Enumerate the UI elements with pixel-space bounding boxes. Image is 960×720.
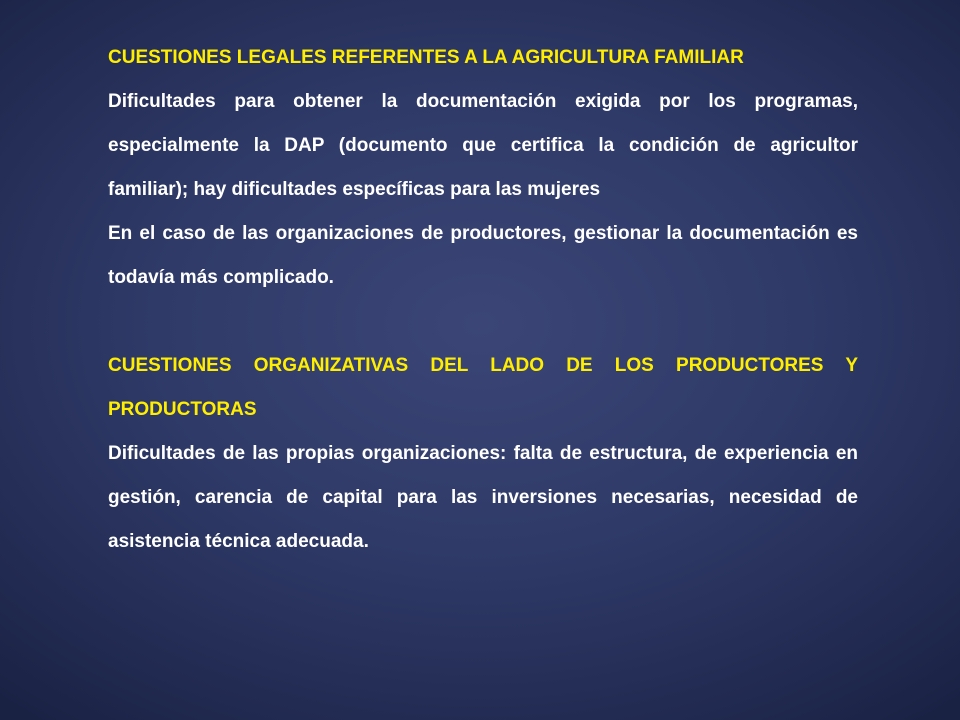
section-paragraph-organizations-documentation: En el caso de las organizaciones de productores, gestionar la documentación es todavía más complicado. [108, 223, 858, 288]
section-heading-legal: CUESTIONES LEGALES REFERENTES A LA AGRICULTURA FAMILIAR [108, 47, 744, 68]
slide-content [108, 36, 858, 564]
section-paragraph-documentation-difficulties: Dificultades para obtener la documentación exigida por los programas, especialmente la DAP (documento que certifica la condición de agricultor familiar); hay dificultades específicas para las mujeres [108, 91, 858, 200]
section-heading-organizational: CUESTIONES ORGANIZATIVAS DEL LADO DE LOS PRODUCTORES Y PRODUCTORAS [108, 355, 858, 420]
section-paragraph-organization-difficulties: Dificultades de las propias organizaciones: falta de estructura, de experiencia en gestión, carencia de capital para las inversiones necesarias, necesidad de asistencia técnica adecuada. [108, 443, 858, 552]
section-divider-space [108, 300, 858, 344]
